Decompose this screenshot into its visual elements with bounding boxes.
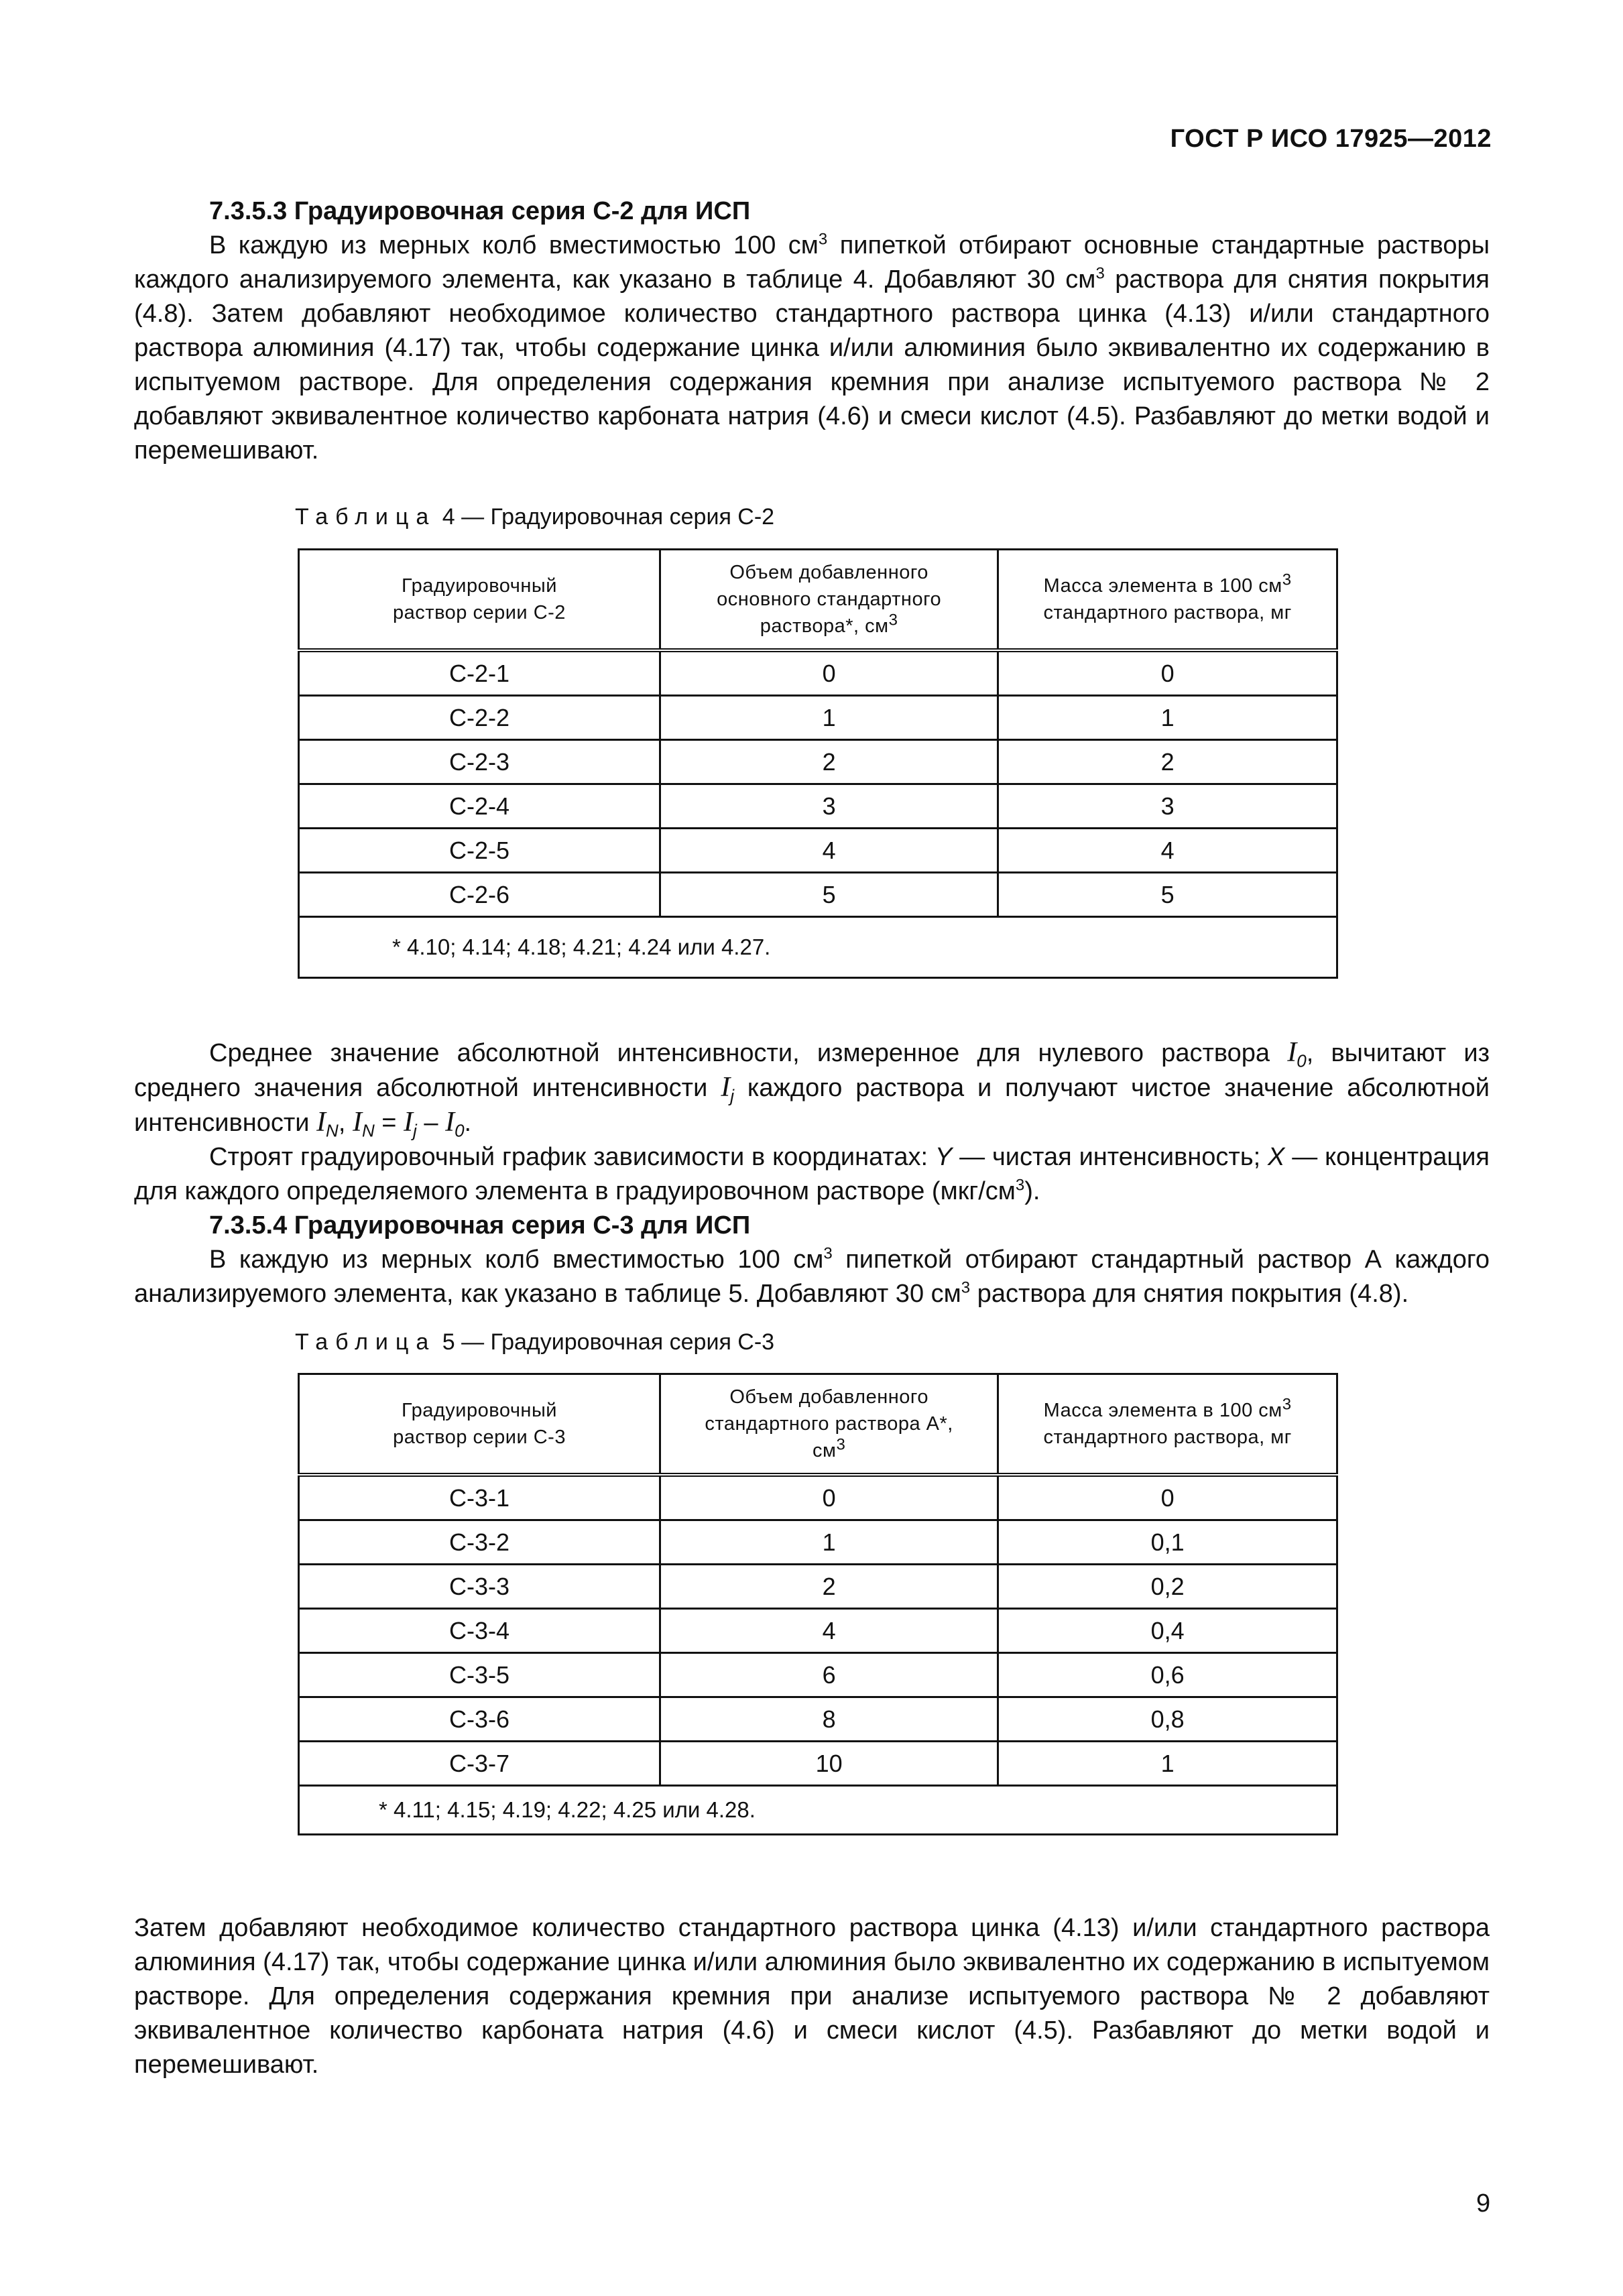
- header-volume: Объем добавленного стандартного раствора А*, $см^3$: [660, 1374, 998, 1475]
- section-title: 7.3.5.4 Градуировочная серия С-3 для ИСП: [209, 1211, 751, 1240]
- table-row: С-2-2 1 1: [299, 696, 1337, 740]
- paragraph: В каждую из мерных колб вместимостью 100 $см^3$ пипеткой отбирают основные стандартные растворы каждого анализируемого элемента, как указано в таблице 4. Добавляют 30 $см^3$ раствора для снятия покрытия (4.8). Затем добавляют необходимое количество стандартного раствора цинка (4.13) и/или стандартного раствора алюминия (4.17) так, чтобы содержание цинка и/или алюминия было эквивалентно их содержанию в испытуемом растворе. Для определения содержания кремния при анализе испытуемого раствора № 2 добавляют эквивалентное количество карбоната натрия (4.6) и смеси кислот (4.5). Разбавляют до метки водой и перемешивают.: [134, 230, 1490, 465]
- table-row: С-2-1 0 0: [299, 650, 1337, 696]
- table-row: С-3-6 8 0,8: [299, 1697, 1337, 1742]
- header-volume: Объем добавленного основного стандартного раствора*, $см^3$: [660, 550, 998, 651]
- table-row: С-2-5 4 4: [299, 829, 1337, 873]
- table-5-caption: Таблица 5 — Градуировочная серия С-3: [295, 1329, 775, 1355]
- table-row: С-3-2 1 0,1: [299, 1520, 1337, 1565]
- table-row: С-3-1 0 0: [299, 1475, 1337, 1520]
- table-row: С-3-4 4 0,4: [299, 1609, 1337, 1653]
- table-row: С-3-5 6 0,6: [299, 1653, 1337, 1697]
- intensity-section: [134, 1036, 1490, 1311]
- table-header-row: [299, 1374, 1337, 1475]
- table-footnote: * 4.10; 4.14; 4.18; 4.21; 4.24 или 4.27.: [299, 917, 1337, 978]
- header-mass: Масса элемента в 100 $см^3$ стандартного раствора, мг: [998, 550, 1337, 651]
- paragraph: Затем добавляют необходимое количество стандартного раствора цинка (4.13) и/или стандартного раствора алюминия (4.17) так, чтобы содержание цинка и/или алюминия было эквивалентно их содержанию в испытуемом растворе. Для определения содержания кремния при анализе испытуемого раствора № 2 добавляют эквивалентное количество карбоната натрия (4.6) и смеси кислот (4.5). Разбавляют до метки водой и перемешивают.: [134, 1914, 1490, 2079]
- paragraph: Среднее значение абсолютной интенсивности, измеренное для нулевого раствора $I_0$, вычитают из среднего значения абсолютной интенсивности $I_j$ каждого раствора и получают чистое значение абсолютной интенсивности $I_N$, $I_N = I_j - I_0$.: [134, 1037, 1490, 1141]
- table-header-row: [299, 550, 1337, 651]
- closing-section: [134, 1911, 1490, 2082]
- table-4-caption: Таблица 4 — Градуировочная серия С-2: [295, 504, 775, 530]
- header-solution: Градуировочный раствор серии С-2: [299, 550, 660, 651]
- table-footnote-row: [299, 1786, 1337, 1835]
- table-row: С-2-4 3 3: [299, 784, 1337, 829]
- table-row: С-3-3 2 0,2: [299, 1565, 1337, 1609]
- paragraph: Строят градуировочный график зависимости в координатах: Y — чистая интенсивность; X — концентрация для каждого определяемого элемента в градуировочном растворе $(мкг/см^3)$.: [134, 1143, 1490, 1205]
- header-mass: Масса элемента в 100 $см^3$ стандартного раствора, мг: [998, 1374, 1337, 1475]
- page-number: 9: [1476, 2189, 1491, 2218]
- document-header: ГОСТ Р ИСО 17925—2012: [1170, 125, 1492, 153]
- table-row: С-2-6 5 5: [299, 873, 1337, 917]
- table-5: [298, 1373, 1338, 1835]
- section-title: 7.3.5.3 Градуировочная серия С-2 для ИСП: [209, 197, 751, 225]
- table-footnote: * 4.11; 4.15; 4.19; 4.22; 4.25 или 4.28.: [299, 1786, 1337, 1835]
- paragraph: В каждую из мерных колб вместимостью 100 $см^3$ пипеткой отбирают стандартный раствор А каждого анализируемого элемента, как указано в таблице 5. Добавляют 30 $см^3$ раствора для снятия покрытия (4.8).: [134, 1244, 1490, 1308]
- table-4: [298, 548, 1338, 979]
- header-solution: Градуировочный раствор серии С-3: [299, 1374, 660, 1475]
- section-7-3-5-3: [134, 194, 1490, 468]
- table-row: С-3-7 10 1: [299, 1742, 1337, 1786]
- table-row: С-2-3 2 2: [299, 740, 1337, 784]
- table-footnote-row: [299, 917, 1337, 978]
